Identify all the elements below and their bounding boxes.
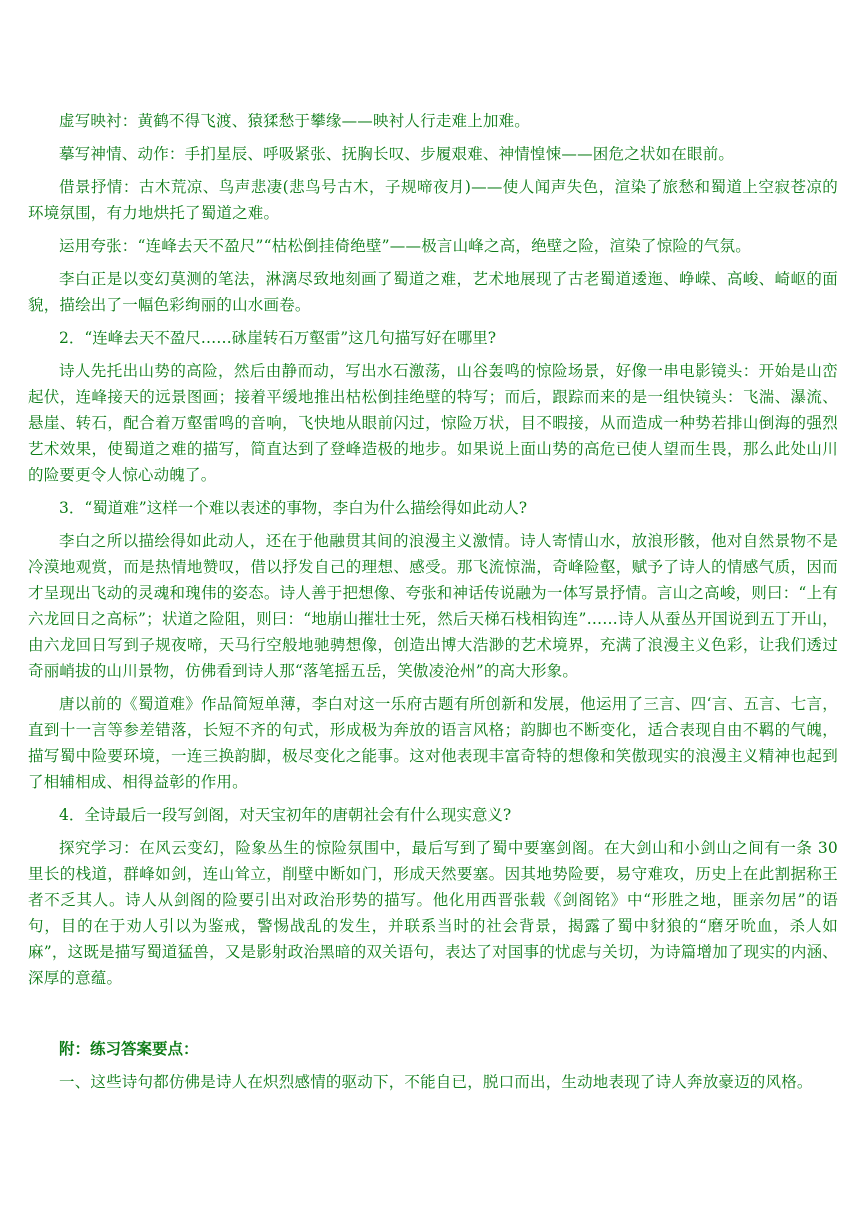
document-body — [28, 108, 838, 1102]
appendix-title: 附：练习答案要点： — [59, 1039, 199, 1058]
answer-3-part-1: 李白之所以描绘得如此动人，还在于他融贯其间的浪漫主义激情。诗人寄情山水，放浪形骸，他对自然景物不是冷漠地观赏，而是热情地赞叹，借以抒发自己的理想、感受。那飞流惊湍，奇峰险壑，赋予了诗人的情感气质，因而才呈现出飞动的灵魂和瑰伟的姿态。诗人善于把想像、夸张和神话传说融为一体写景抒情。言山之高峻，则曰：“上有六龙回日之高标”；状道之险阻，则曰：“地崩山摧壮士死，然后天梯石栈相钩连”……诗人从蚕丛开国说到五丁开山，由六龙回日写到子规夜啼，天马行空般地驰骋想像，创造出博大浩渺的艺术境界，充满了浪漫主义色彩，让我们透过奇丽峭拔的山川景物，仿佛看到诗人那“落笔摇五岳，笑傲凌沧州”的高大形象。 — [28, 532, 838, 680]
paragraph-expression-action: 摹写神情、动作：手扪星辰、呼吸紧张、抚胸长叹、步履艰难、神情惶悚——困危之状如在眼前。 — [59, 145, 735, 163]
paragraph-virtual-contrast: 虚写映衬：黄鹤不得飞渡、猿猱愁于攀缘——映衬人行走难上加难。 — [59, 112, 531, 130]
paragraph-exaggeration: 运用夸张：“连峰去天不盈尺”“枯松倒挂倚绝壁”——极言山峰之高，绝壁之险，渲染了惊险的气氛。 — [59, 237, 751, 255]
answer-4: 探究学习：在风云变幻，险象丛生的惊险氛围中，最后写到了蜀中要塞剑阁。在大剑山和小剑山之间有一条 30 里长的栈道，群峰如剑，连山耸立，削壁中断如门，形成天然要塞。因其地势险要，易守难攻，历史上在此割据称王者不乏其人。诗人从剑阁的险要引出对政治形势的描写。他化用西晋张载《剑阁铭》中“形胜之地，匪亲勿居”的语句，目的在于劝人引以为鉴戒，警惕战乱的发生，并联系当时的社会背景，揭露了蜀中豺狼的“磨牙吮血，杀人如麻”，这既是描写蜀道猛兽，又是影射政治黑暗的双关语句，表达了对国事的忧虑与关切，为诗篇增加了现实的内涵、深厚的意蕴。 — [28, 839, 838, 987]
appendix-item-1: 一、这些诗句都仿佛是诗人在炽烈感情的驱动下，不能自已，脱口而出，生动地表现了诗人奔放豪迈的风格。 — [59, 1073, 813, 1091]
question-2: 2．“连峰去天不盈尺……砯崖转石万壑雷”这几句描写好在哪里? — [59, 329, 497, 347]
section-spacer — [28, 998, 838, 1036]
answer-3-part-2: 唐以前的《蜀道难》作品简短单薄，李白对这一乐府古题有所创新和发展，他运用了三言、四‘言、五言、七言，直到十一言等参差错落，长短不齐的句式，形成极为奔放的语言风格；韵脚也不断变化，适合表现自由不羁的气魄，描写蜀中险要环境，一连三换韵脚，极尽变化之能事。这对他表现丰富奇特的想像和笑傲现实的浪漫主义精神也起到了相辅相成、相得益彰的作用。 — [28, 695, 838, 791]
paragraph-scene-emotion: 借景抒情：古木荒凉、鸟声悲凄(悲鸟号古木，子规啼夜月)——使人闻声失色，渲染了旅愁和蜀道上空寂苍凉的环境氛围，有力地烘托了蜀道之难。 — [28, 178, 838, 222]
question-4: 4．全诗最后一段写剑阁，对天宝初年的唐朝社会有什么现实意义? — [59, 806, 512, 824]
question-3: 3．“蜀道难”这样一个难以表述的事物，李白为什么描绘得如此动人? — [59, 499, 528, 517]
answer-2: 诗人先托出山势的高险，然后由静而动，写出水石激荡，山谷轰鸣的惊险场景，好像一串电影镜头：开始是山峦起伏，连峰接天的远景图画；接着平缓地推出枯松倒挂绝壁的特写；而后，跟踪而来的是一组快镜头：飞湍、瀑流、悬崖、转石，配合着万壑雷鸣的音响，飞快地从眼前闪过，惊险万状，目不暇接，从而造成一种势若排山倒海的强烈艺术效果，使蜀道之难的描写，简直达到了登峰造极的地步。如果说上面山势的高危已使人望而生畏，那么此处山川的险要更令人惊心动魄了。 — [28, 362, 838, 484]
paragraph-summary: 李白正是以变幻莫测的笔法，淋漓尽致地刻画了蜀道之难，艺术地展现了古老蜀道逶迤、峥嵘、高峻、崎岖的面貌，描绘出了一幅色彩绚丽的山水画卷。 — [28, 270, 838, 314]
